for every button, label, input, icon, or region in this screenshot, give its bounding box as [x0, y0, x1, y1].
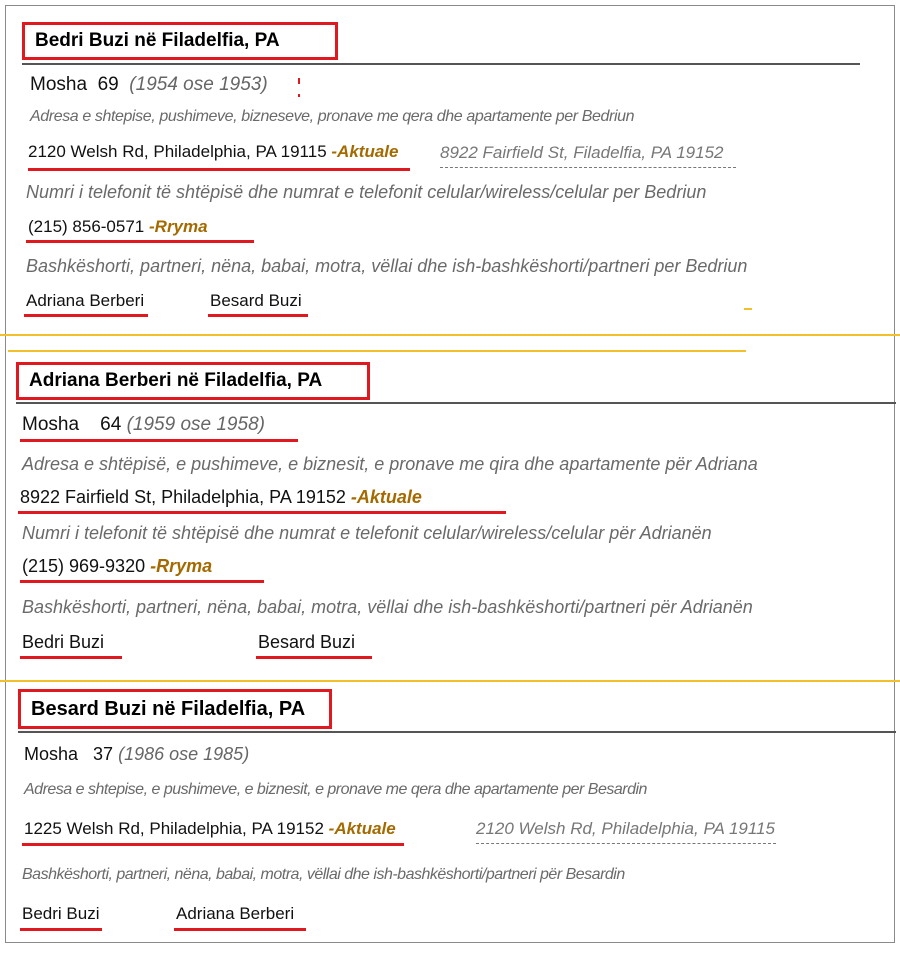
- phone-underline: [26, 240, 254, 243]
- address-underline: [18, 511, 506, 514]
- age-underline: [20, 439, 298, 442]
- relative-underline: [256, 656, 372, 659]
- person-title: [16, 362, 370, 400]
- age-value: 69: [97, 74, 119, 95]
- phone-tag: -Rryma: [150, 556, 213, 576]
- address-current[interactable]: 8922 Fairfield St, Philadelphia, PA 19152: [20, 487, 346, 507]
- phone-number[interactable]: (215) 856-0571: [28, 217, 145, 236]
- birth-years: (1959 ose 1958): [126, 414, 265, 435]
- person-title: [18, 689, 332, 729]
- address-row: [20, 487, 422, 508]
- address-tag: -Aktuale: [328, 819, 396, 838]
- section-rule: [22, 63, 860, 65]
- age-label: Mosha: [30, 74, 88, 95]
- relative-link[interactable]: Besard Buzi: [210, 291, 302, 310]
- relative-underline: [174, 928, 306, 931]
- phone-number[interactable]: (215) 969-9320: [22, 556, 146, 576]
- age-row: [22, 414, 265, 436]
- person-title-text: Adriana Berberi në Filadelfia, PA: [29, 370, 323, 391]
- address-underline: [28, 168, 410, 171]
- relatives-description: Bashkëshorti, partneri, nëna, babai, motra, vëllai dhe ish-bashkëshorti/partneri per Bedriun: [26, 256, 748, 276]
- phone-tag: -Rryma: [149, 217, 208, 236]
- relative-underline: [24, 314, 148, 317]
- relative-link[interactable]: Bedri Buzi: [22, 632, 105, 652]
- section-rule: [16, 402, 896, 404]
- relative-underline: [20, 928, 102, 931]
- relative-link[interactable]: Besard Buzi: [258, 632, 356, 652]
- phone-row: [28, 217, 208, 237]
- birth-years: (1986 ose 1985): [118, 744, 250, 764]
- relatives-description: Bashkëshorti, partneri, nëna, babai, motra, vëllai dhe ish-bashkëshorti/partneri për Besardin: [22, 866, 625, 883]
- address-tag: -Aktuale: [331, 142, 399, 161]
- phone-underline: [20, 580, 264, 583]
- address-tag: -Aktuale: [350, 487, 422, 507]
- address-row: [24, 819, 396, 839]
- relative-link[interactable]: Adriana Berberi: [176, 904, 295, 923]
- address-underline: [22, 843, 404, 846]
- yellow-mark: [744, 308, 752, 310]
- phone-description: Numri i telefonit të shtëpisë dhe numrat e telefonit celular/wireless/celular për Adrianën: [22, 523, 712, 543]
- relative-underline: [20, 656, 122, 659]
- relative-underline: [208, 314, 308, 317]
- address-description: Adresa e shtepise, pushimeve, bizneseve, pronave me qera dhe apartamente per Bedriun: [30, 108, 635, 125]
- section-separator: [0, 680, 900, 682]
- address-description: Adresa e shtëpisë, e pushimeve, e biznesit, e pronave me qira dhe apartamente për Adriana: [22, 454, 758, 474]
- address-description: Adresa e shtepise, e pushimeve, e biznesit, e pronave me qera dhe apartamente per Besardin: [24, 781, 647, 798]
- birth-years: (1954 ose 1953): [129, 74, 268, 95]
- age-label: Mosha: [24, 744, 79, 764]
- section-separator: [8, 350, 746, 352]
- address-other-underline: [476, 843, 776, 844]
- section-separator: [0, 334, 900, 336]
- person-title: [22, 22, 338, 60]
- address-other[interactable]: 2120 Welsh Rd, Philadelphia, PA 19115: [476, 819, 775, 838]
- age-row: [30, 74, 268, 96]
- relative-link[interactable]: Bedri Buzi: [22, 904, 100, 923]
- red-mark: [298, 78, 300, 84]
- address-other[interactable]: 8922 Fairfield St, Filadelfia, PA 19152: [440, 143, 724, 162]
- person-title-text: Besard Buzi në Filadelfia, PA: [31, 697, 306, 720]
- age-value: 64: [100, 414, 122, 435]
- age-label: Mosha: [22, 414, 80, 435]
- red-mark: [298, 94, 300, 97]
- relative-link[interactable]: Adriana Berberi: [26, 291, 145, 310]
- address-row: [28, 142, 398, 162]
- address-other-underline: [440, 167, 736, 168]
- address-current[interactable]: 1225 Welsh Rd, Philadelphia, PA 19152: [24, 819, 324, 838]
- phone-description: Numri i telefonit të shtëpisë dhe numrat e telefonit celular/wireless/celular per Bedriun: [26, 182, 707, 202]
- age-row: [24, 744, 249, 765]
- relatives-description: Bashkëshorti, partneri, nëna, babai, motra, vëllai dhe ish-bashkëshorti/partneri për Adrianën: [22, 597, 753, 617]
- address-current[interactable]: 2120 Welsh Rd, Philadelphia, PA 19115: [28, 142, 327, 161]
- section-rule: [18, 731, 896, 733]
- age-value: 37: [93, 744, 114, 764]
- phone-row: [22, 556, 212, 577]
- person-title-text: Bedri Buzi në Filadelfia, PA: [35, 30, 280, 51]
